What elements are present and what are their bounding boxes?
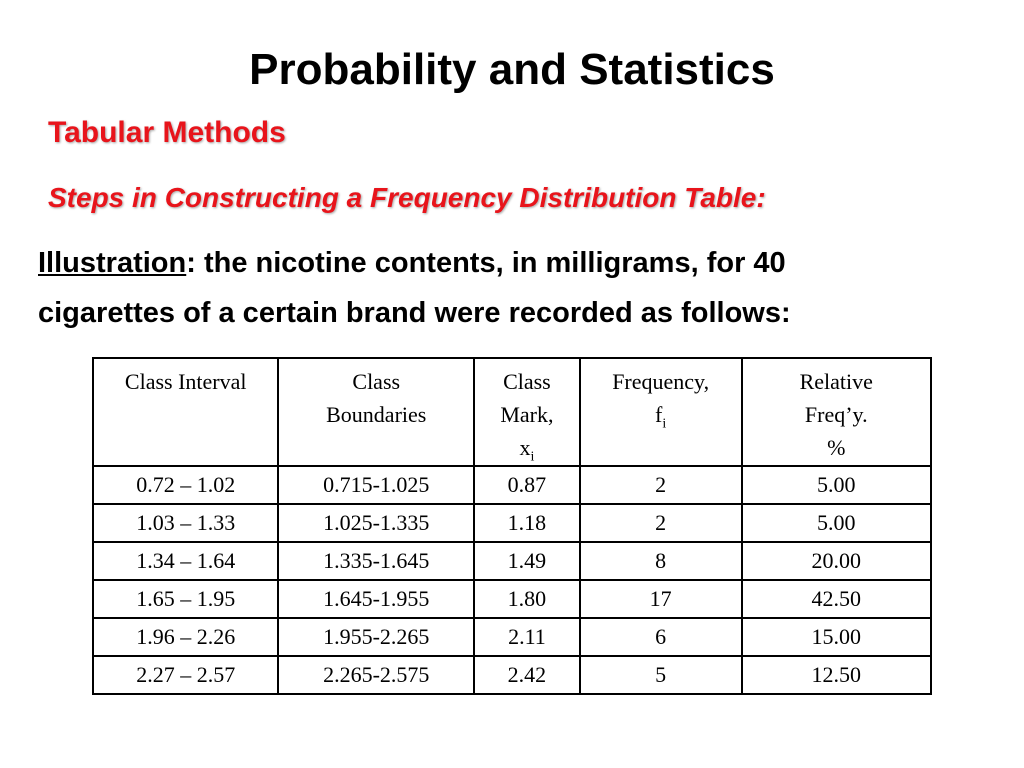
header-relative-line3: % [827,435,846,460]
cell-class-mark: 0.87 [474,466,580,504]
header-class-mark [474,358,580,466]
cell-frequency: 5 [580,656,742,694]
header-relative-line2: Freq’y. [804,402,868,427]
header-class-mark-line1: Class [503,369,551,394]
table-row [93,618,931,656]
cell-frequency: 2 [580,504,742,542]
table-row [93,656,931,694]
cell-class-interval: 1.34 – 1.64 [93,542,278,580]
cell-frequency: 2 [580,466,742,504]
cell-relative-frequency: 12.50 [742,656,931,694]
cell-relative-frequency: 20.00 [742,542,931,580]
header-relative-frequency [742,358,931,466]
cell-class-mark: 2.11 [474,618,580,656]
cell-class-boundaries: 1.025-1.335 [278,504,474,542]
illustration-text-line1: : the nicotine contents, in milligrams, for 40 [186,247,786,279]
cell-frequency: 8 [580,542,742,580]
table-header-row [93,358,931,466]
table-row [93,580,931,618]
header-frequency [580,358,742,466]
slide-title: Probability and Statistics [249,45,775,94]
header-class-mark-var: x [519,435,531,460]
header-relative-line1: Relative [799,369,873,394]
cell-class-boundaries: 0.715-1.025 [278,466,474,504]
table-row [93,542,931,580]
cell-class-interval: 0.72 – 1.02 [93,466,278,504]
header-class-mark-sub: i [530,449,535,465]
header-class-boundaries [278,358,474,466]
steps-heading: Steps in Constructing a Frequency Distribution Table: [48,182,766,213]
cell-class-boundaries: 1.955-2.265 [278,618,474,656]
cell-class-mark: 2.42 [474,656,580,694]
cell-relative-frequency: 5.00 [742,466,931,504]
cell-class-interval: 1.96 – 2.26 [93,618,278,656]
cell-relative-frequency: 5.00 [742,504,931,542]
cell-class-interval: 1.03 – 1.33 [93,504,278,542]
frequency-distribution-table [92,357,932,695]
header-class-boundaries-line2: Boundaries [326,402,427,427]
cell-relative-frequency: 15.00 [742,618,931,656]
illustration-paragraph [38,238,1010,338]
cell-relative-frequency: 42.50 [742,580,931,618]
illustration-text-line2: cigarettes of a certain brand were recorded as follows: [38,297,791,329]
section-subtitle: Tabular Methods [48,116,286,149]
cell-class-mark: 1.80 [474,580,580,618]
table-row [93,504,931,542]
header-class-boundaries-line1: Class [352,369,401,394]
cell-class-mark: 1.18 [474,504,580,542]
cell-class-boundaries: 1.335-1.645 [278,542,474,580]
header-frequency-var: f [655,402,663,427]
header-class-mark-line2: Mark, [500,402,554,427]
header-frequency-line1: Frequency, [612,369,710,394]
cell-frequency: 17 [580,580,742,618]
cell-class-interval: 2.27 – 2.57 [93,656,278,694]
table-row [93,466,931,504]
header-class-interval-label: Class Interval [124,369,247,394]
cell-frequency: 6 [580,618,742,656]
header-frequency-sub: i [662,416,667,432]
cell-class-mark: 1.49 [474,542,580,580]
cell-class-interval: 1.65 – 1.95 [93,580,278,618]
illustration-label: Illustration [38,247,187,279]
cell-class-boundaries: 1.645-1.955 [278,580,474,618]
cell-class-boundaries: 2.265-2.575 [278,656,474,694]
header-class-interval [93,358,278,466]
